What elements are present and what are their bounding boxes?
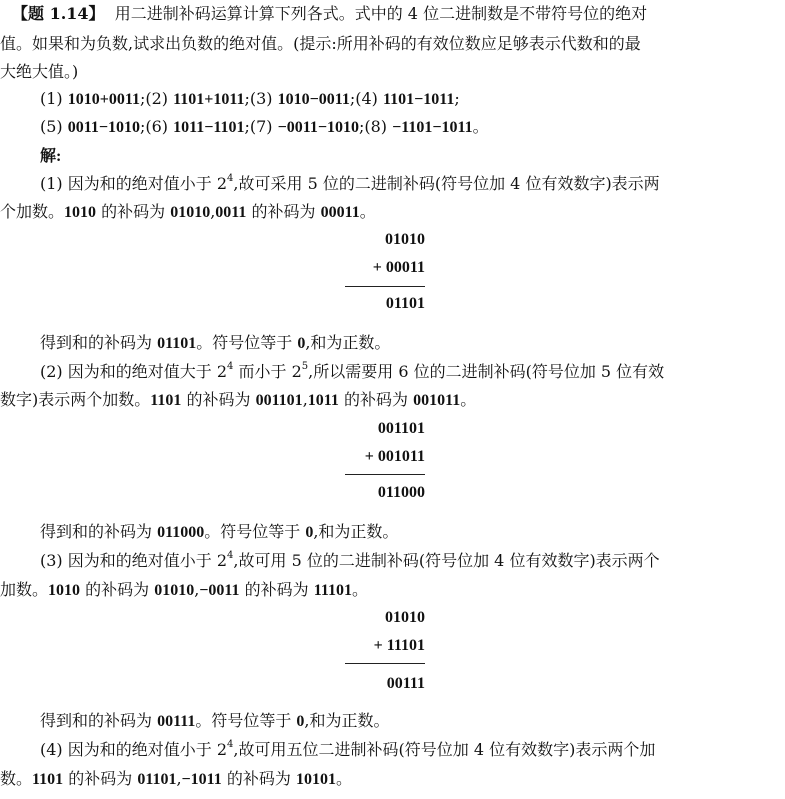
solution-label	[40, 144, 61, 168]
binary-number: 01101	[157, 335, 197, 352]
binary-number: 011000	[157, 524, 205, 541]
exponent: 4	[227, 360, 234, 372]
text: ,故可用五位二进制补码(符号位加 4 位有效数字)表示两个加	[233, 740, 656, 759]
sign-bit: 0	[297, 335, 306, 352]
item-number: (1)	[40, 89, 68, 108]
text: 数字)表示两个加数。	[0, 390, 151, 409]
addition-calc-2	[345, 417, 425, 507]
text: 得到和的补码为	[40, 522, 158, 541]
problem-text: 大绝大值。)	[0, 62, 79, 81]
item-number: ;(6)	[139, 117, 174, 136]
addend: 001101	[377, 420, 425, 437]
sign-bit: 0	[305, 524, 314, 541]
item-number: ;(7)	[244, 117, 278, 136]
binary-number: 1010	[48, 582, 81, 599]
solution-heading: 解:	[40, 148, 62, 165]
binary-number: 1101	[32, 771, 64, 788]
part3-line-2	[0, 578, 368, 602]
expression: 1101−1011	[383, 91, 455, 108]
sum: 01101	[385, 295, 425, 312]
text: (1) 因为和的绝对值小于 2	[40, 174, 228, 193]
part1-result	[40, 331, 390, 355]
problem-items-2	[40, 115, 489, 139]
binary-number: 00011	[320, 204, 360, 221]
text: 个加数。	[0, 202, 65, 221]
sign-bit: 0	[296, 713, 305, 730]
text: 。符号位等于	[196, 333, 298, 352]
exponent: 4	[227, 172, 234, 184]
expression: 1010−0011	[277, 91, 350, 108]
text: 的补码为	[239, 580, 314, 599]
problem-text: 值。如果和为负数,试求出负数的绝对值。(提示:所用补码的有效位数应足够表示代数和的最	[0, 34, 641, 53]
item-number: ;(3)	[244, 89, 278, 108]
item-number: ;(2)	[139, 89, 174, 108]
text: 的补码为	[80, 580, 155, 599]
text: 得到和的补码为	[40, 711, 158, 730]
text: 的补码为	[181, 390, 256, 409]
text: ,	[176, 769, 182, 788]
text: 的补码为	[96, 202, 171, 221]
addend: + 00011	[372, 259, 425, 276]
exponent: 5	[301, 360, 309, 372]
expression: 1010+0011	[67, 91, 140, 108]
text: 的补码为	[338, 390, 414, 409]
binary-number: −0011	[199, 582, 240, 599]
text: ,	[302, 390, 308, 409]
text: ,和为正数。	[304, 711, 390, 730]
sum: 011000	[377, 484, 425, 501]
binary-number: 001101	[255, 392, 303, 409]
addend: + 11101	[373, 637, 425, 654]
binary-number: 01010	[154, 582, 195, 599]
problem-line-3	[0, 60, 78, 84]
part4-line-2	[0, 767, 352, 791]
part1-line-2	[0, 200, 376, 224]
exponent: 4	[227, 549, 234, 561]
text: ,	[210, 202, 216, 221]
part2-line-1	[40, 360, 664, 384]
binary-number: 00111	[157, 713, 196, 730]
binary-number: 01010	[170, 204, 211, 221]
addition-calc-1	[345, 228, 425, 318]
sum: 00111	[386, 675, 425, 692]
item-number: ;(8)	[358, 117, 393, 136]
part4-line-1	[40, 738, 655, 762]
binary-number: 01101	[137, 771, 177, 788]
text: ,和为正数。	[305, 333, 391, 352]
text: 。	[359, 202, 376, 221]
text: 。	[460, 390, 477, 409]
expression: 1101+1011	[173, 91, 245, 108]
problem-line-1	[12, 2, 647, 26]
addition-calc-3	[345, 606, 425, 696]
text: 。	[351, 580, 368, 599]
expression: 1011−1101	[173, 119, 245, 136]
part2-result	[40, 520, 398, 544]
addend: + 001011	[364, 448, 425, 465]
text: 。	[335, 769, 352, 788]
problem-items-1	[40, 87, 460, 111]
sum-rule	[345, 286, 425, 287]
text: 加数。	[0, 580, 49, 599]
text: ,	[194, 580, 200, 599]
text: ,和为正数。	[313, 522, 399, 541]
text: 。符号位等于	[195, 711, 297, 730]
expression: −1101−1011	[392, 119, 473, 136]
part1-line-1	[40, 172, 660, 196]
text: ,所以需要用 6 位的二进制补码(符号位加 5 位有效	[308, 362, 665, 381]
part3-result	[40, 709, 390, 733]
sum-rule	[345, 474, 425, 475]
item-number: ;(4)	[349, 89, 383, 108]
text: 。符号位等于	[204, 522, 306, 541]
text: ,故可采用 5 位的二进制补码(符号位加 4 位有效数字)表示两	[233, 174, 660, 193]
binary-number: 1010	[64, 204, 97, 221]
text: ,故可用 5 位的二进制补码(符号位加 4 位有效数字)表示两个	[233, 551, 660, 570]
text: (3) 因为和的绝对值小于 2	[40, 551, 228, 570]
binary-number: 1101	[150, 392, 182, 409]
text: 得到和的补码为	[40, 333, 158, 352]
text: 的补码为	[221, 769, 296, 788]
text: 的补码为	[63, 769, 138, 788]
part2-line-2	[0, 388, 476, 412]
text: 而小于 2	[233, 362, 302, 381]
text: (2) 因为和的绝对值大于 2	[40, 362, 228, 381]
sum-rule	[345, 663, 425, 664]
punctuation: ;	[454, 89, 460, 108]
expression: 0011−1010	[67, 119, 140, 136]
binary-number: 11101	[313, 582, 352, 599]
problem-text: 用二进制补码运算计算下列各式。式中的 4 位二进制数是不带符号位的绝对	[114, 4, 648, 23]
text: 的补码为	[246, 202, 321, 221]
part3-line-1	[40, 549, 660, 573]
text: (4) 因为和的绝对值小于 2	[40, 740, 228, 759]
text: 数。	[0, 769, 33, 788]
binary-number: 0011	[215, 204, 247, 221]
expression: −0011−1010	[277, 119, 359, 136]
punctuation: 。	[472, 117, 489, 136]
problem-tag: 【题 1.14】	[12, 4, 105, 23]
binary-number: 10101	[295, 771, 336, 788]
item-number: (5)	[40, 117, 68, 136]
problem-line-2	[0, 32, 641, 56]
binary-number: −1011	[181, 771, 222, 788]
addend: 01010	[385, 609, 425, 626]
exponent: 4	[227, 738, 234, 750]
binary-number: 1011	[307, 392, 339, 409]
addend: 01010	[385, 231, 425, 248]
binary-number: 001011	[413, 392, 461, 409]
